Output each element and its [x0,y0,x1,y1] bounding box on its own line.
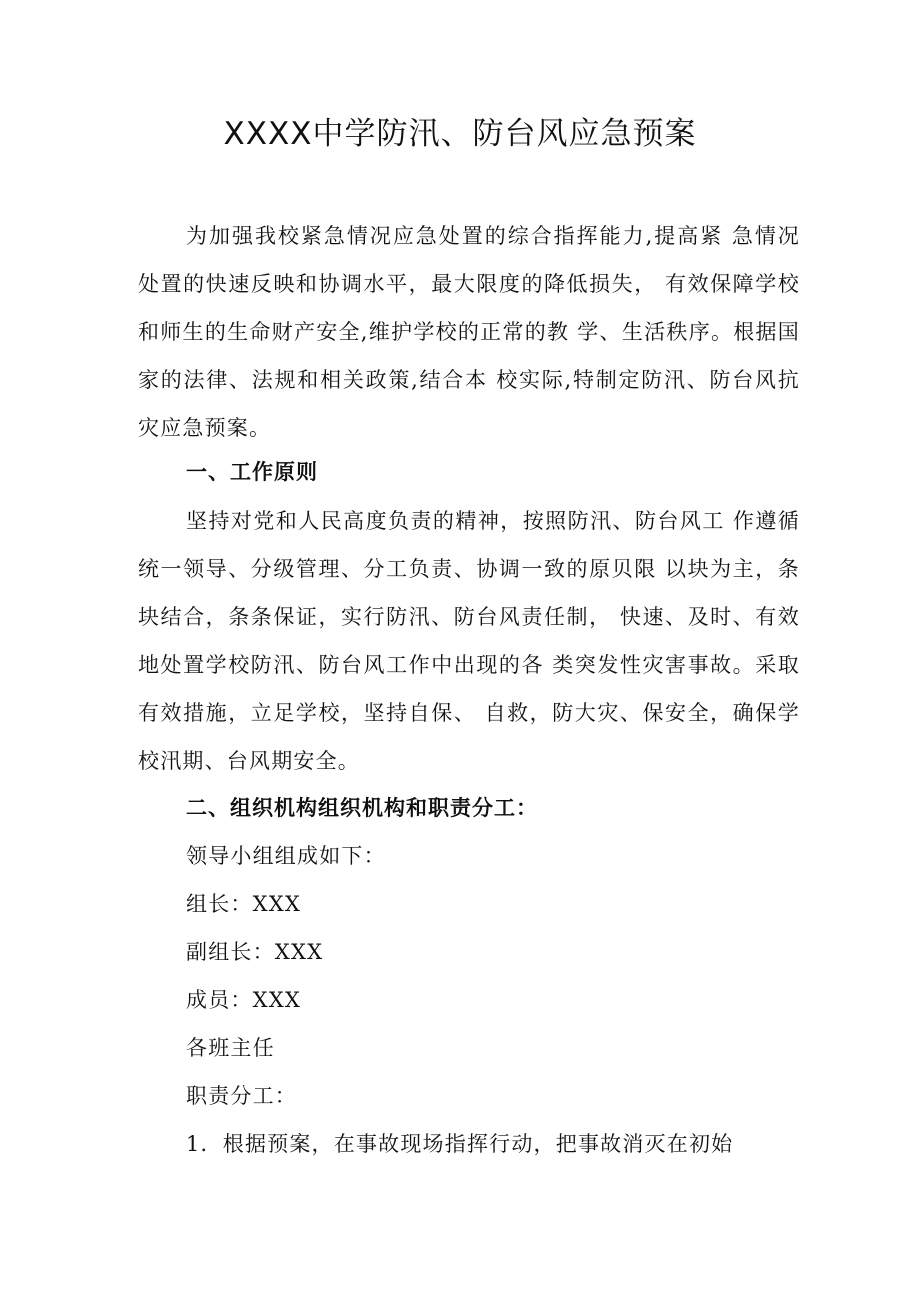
section-heading-organization: 二、组织机构组织机构和职责分工： [186,796,538,820]
group-leader-line: 组长：XXX [186,892,302,916]
duty-item-1: 1．根据预案，在事故现场指挥行动，把事故消灭在初始 [186,1132,734,1156]
intro-paragraph: 为加强我校紧急情况应急处置的综合指挥能力,提高紧 急情况处置的快速反映和协调水平，最大限度的降低损失， 有效保障学校和师生的生命财产安全,维护学校的正常的教 学、生活秩序。根据国家的法律、法规和相关政策,结合本 校实际,特制定防汛、防台风抗灾应急预案。 [138,224,800,440]
deputy-leader-line: 副组长：XXX [186,940,324,964]
document-title: XXXX中学防汛、防台风应急预案 [223,116,697,152]
leader-group-intro: 领导小组组成如下： [186,844,386,868]
principles-paragraph: 坚持对党和人民高度负责的精神，按照防汛、防台风工 作遵循统一领导、分级管理、分工负责、协调一致的原贝限 以块为主，条块结合，条条保证，实行防汛、防台风责任制， 快速、及时、有效地处置学校防汛、防台风工作中出现的各 类突发性灾害事故。采取有效措施，立足学校，坚持自保、 自救，防大灾、保安全，确保学校汛期、台风期安全。 [138,509,800,773]
class-teachers-line: 各班主任 [186,1036,275,1060]
duties-heading-line: 职责分工： [186,1084,297,1108]
section-heading-principles: 一、工作原则 [186,460,318,484]
members-line: 成员：XXX [186,988,302,1012]
